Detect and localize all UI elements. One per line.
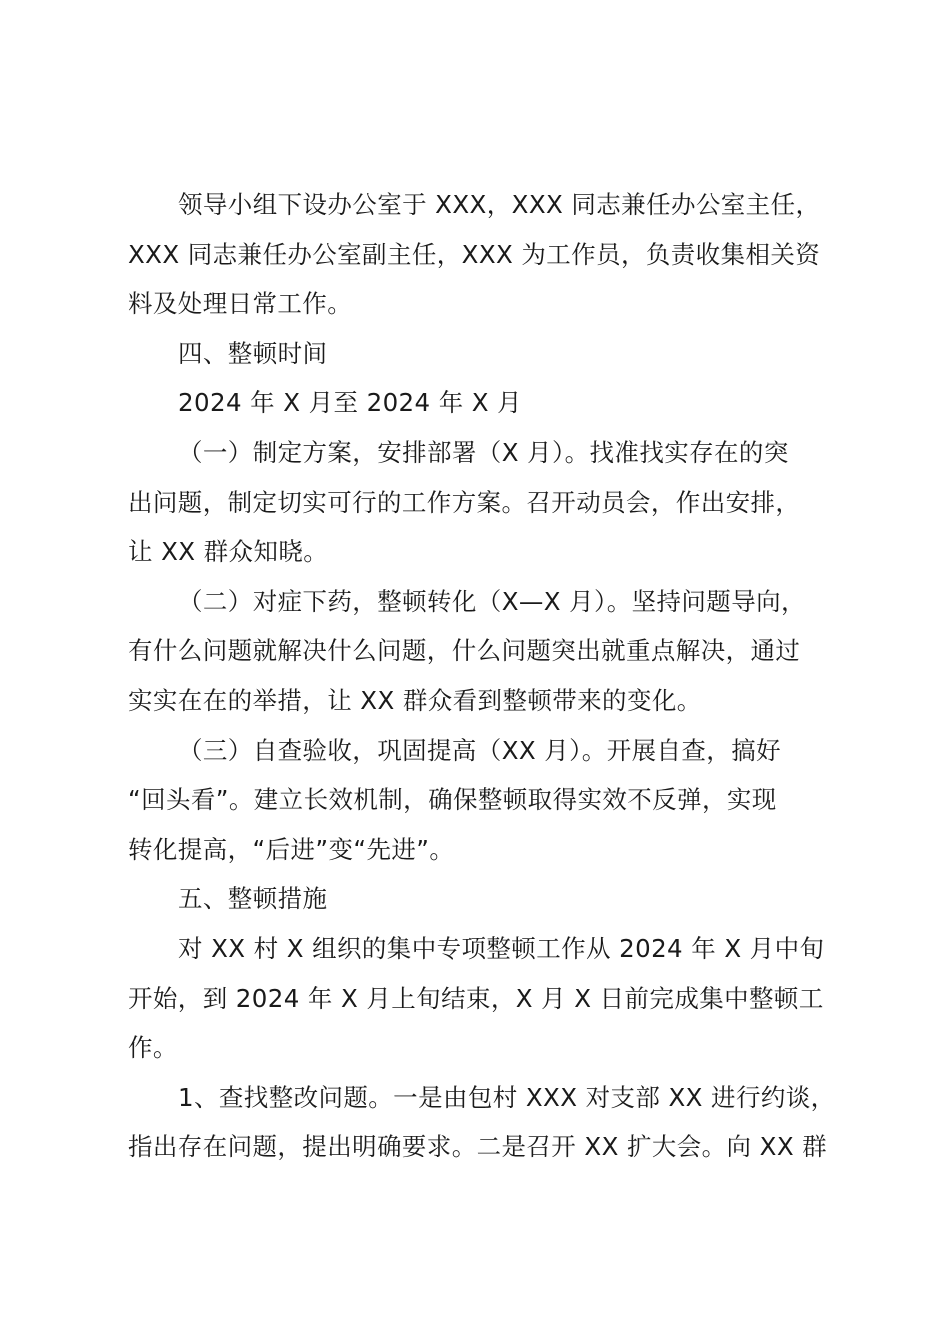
text-line: 指出存在问题，提出明确要求。二是召开 XX 扩大会。向 XX 群 bbox=[128, 1132, 828, 1162]
text-line: 出问题，制定切实可行的工作方案。召开动员会，作出安排， bbox=[128, 487, 801, 517]
heading-line: 五、整顿措施 bbox=[178, 884, 328, 914]
paragraph-office-setup bbox=[128, 180, 838, 329]
text-line: 对 XX 村 X 组织的集中专项整顿工作从 2024 年 X 月中旬 bbox=[178, 933, 825, 963]
text-line: 2024 年 X 月至 2024 年 X 月 bbox=[178, 388, 523, 418]
paragraph-phase-2 bbox=[128, 577, 838, 726]
text-line: 实实在在的举措，让 XX 群众看到整顿带来的变化。 bbox=[128, 685, 702, 715]
text-line: （二）对症下药，整顿转化（X—X 月）。坚持问题导向， bbox=[178, 586, 806, 616]
text-line: 料及处理日常工作。 bbox=[128, 289, 353, 319]
text-line: 领导小组下设办公室于 XXX，XXX 同志兼任办公室主任， bbox=[178, 190, 821, 219]
text-line: （一）制定方案，安排部署（X 月）。找准找实存在的突 bbox=[178, 437, 789, 467]
text-line: 作。 bbox=[128, 1033, 178, 1063]
section-heading-schedule bbox=[128, 329, 838, 379]
text-line: 有什么问题就解决什么问题，什么问题突出就重点解决，通过 bbox=[128, 636, 801, 666]
paragraph-phase-1 bbox=[128, 428, 838, 577]
text-line: 1、查找整改问题。一是由包村 XXX 对支部 XX 进行约谈， bbox=[178, 1082, 836, 1112]
text-line: XXX 同志兼任办公室副主任，XXX 为工作员，负责收集相关资 bbox=[128, 239, 821, 269]
paragraph-phase-3 bbox=[128, 726, 838, 875]
heading-line: 四、整顿时间 bbox=[178, 338, 328, 368]
text-line: “回头看”。建立长效机制，确保整顿取得实效不反弹，实现 bbox=[128, 785, 777, 815]
text-line: 转化提高，“后进”变“先进”。 bbox=[128, 834, 455, 864]
paragraph-measures-intro bbox=[128, 924, 838, 1073]
section-heading-measures bbox=[128, 874, 838, 924]
paragraph-measure-1 bbox=[128, 1073, 838, 1172]
text-line: （三）自查验收，巩固提高（XX 月）。开展自查，搞好 bbox=[178, 735, 782, 765]
document-body bbox=[128, 180, 838, 1172]
paragraph-time-range bbox=[128, 378, 838, 428]
text-line: 开始，到 2024 年 X 月上旬结束，X 月 X 日前完成集中整顿工 bbox=[128, 983, 824, 1013]
text-line: 让 XX 群众知晓。 bbox=[128, 537, 329, 567]
